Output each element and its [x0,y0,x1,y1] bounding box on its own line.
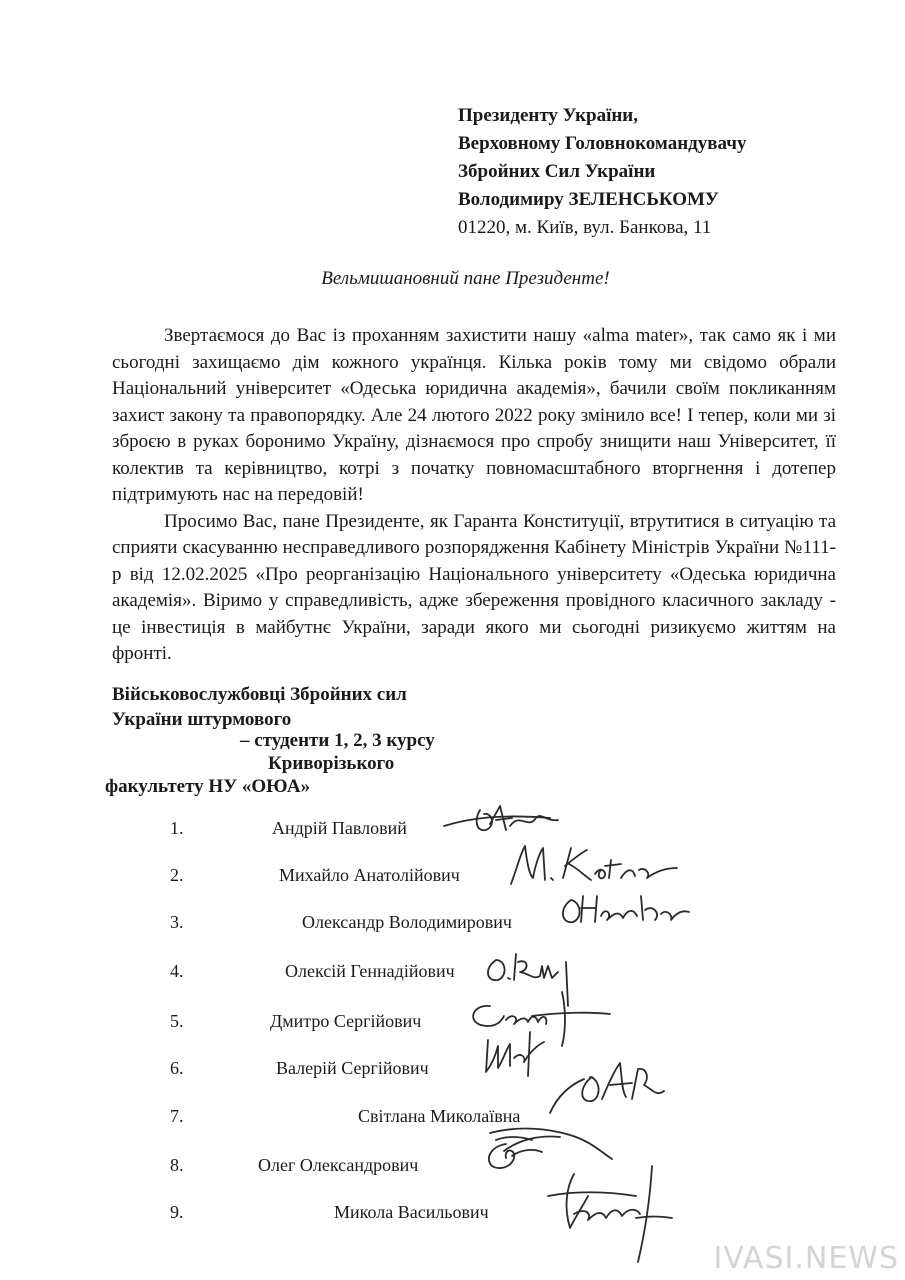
signatory-number: 1. [170,818,184,838]
signatory-name: Валерій Сергійович [276,1058,429,1078]
signature-block-line-5: факультету НУ «ОЮА» [105,776,311,797]
addressee-line-1: Президенту України, [458,105,639,126]
salutation [0,268,905,290]
signature-9 [540,1158,680,1270]
signatory-name: Дмитро Сергійович [270,1011,422,1031]
addressee-line-2: Верховному Головнокомандувачу [458,133,747,154]
signatory-name: Олексій Геннадійович [285,961,455,981]
signatory-number: 6. [170,1058,184,1078]
addressee-line-4: Володимиру ЗЕЛЕНСЬКОМУ [458,189,719,210]
signatory-name: Микола Васильович [334,1202,489,1222]
addressee-line-3: Збройних Сил України [458,161,656,182]
signatory-number: 9. [170,1202,184,1222]
body-paragraph-1: Звертаємося до Вас із проханням захистити нашу «alma mater», так само як і ми сьогодні захищаємо дім кожного українця. Кілька років тому ми свідомо обрали Національний університет «Одеська юридична академія», бачили своїм покликанням захист закону та правопорядку. Але 24 лютого 2022 року змінило все! І тепер, коли ми зі зброєю в руках боронимо Україну, дізнаємося про спробу знищити наш Університет, її колектив та керівництво, котрі з початку повномасштабного вторгнення і дотепер підтримують нас на передовій! [112,325,836,505]
signature-3 [553,884,693,934]
signature-block-line-1: Військовослужбовці Збройних сил [112,684,407,705]
signatory-number: 2. [170,865,184,885]
signatory-number: 5. [170,1011,184,1031]
signatory-name: Олег Олександрович [258,1155,419,1175]
signature-block-line-3: – студенти 1, 2, 3 курсу [240,730,435,751]
watermark: IVASI.NEWS [713,1241,899,1276]
addressee-address: 01220, м. Київ, вул. Банкова, 11 [458,217,712,238]
signature-block-line-2: України штурмового [112,709,292,730]
signatory-name: Михайло Анатолійович [279,865,460,885]
body-paragraph-2: Просимо Вас, пане Президенте, як Гаранта Конституції, втрутитися в ситуацію та сприяти скасуванню несправедливого розпорядження Кабінету Міністрів України №111-р від 12.02.2025 «Про реорганізацію Національного університету «Одеська юридична академія». Віримо у справедливість, адже збереження провідного класичного закладу - це інвестиція в майбутнє України, заради якого ми сьогодні ризикуємо життям на фронті. [112,510,836,664]
signatory-name: Олександр Володимирович [302,912,512,932]
salutation-text: Вельмишановний пане Президенте! [321,268,610,289]
signatory-name: Андрій Павловий [272,818,407,838]
signature-block-line-4: Криворізького [268,753,395,774]
signatory-name: Світлана Миколаївна [358,1106,521,1126]
signatory-number: 3. [170,912,184,932]
signatory-number: 7. [170,1106,184,1126]
signatory-number: 4. [170,961,184,981]
addressee-block [458,102,747,242]
signatory-number: 8. [170,1155,184,1175]
letter-body [112,323,836,668]
